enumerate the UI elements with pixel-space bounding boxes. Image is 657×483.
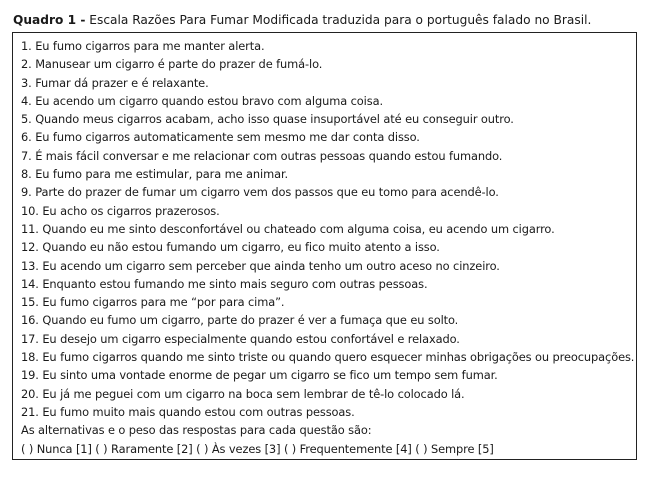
list-item: 4. Eu acendo um cigarro quando estou bravo com alguma coisa. [21,93,383,108]
list-item: 21. Eu fumo muito mais quando estou com outras pessoas. [21,404,355,419]
item-list [13,33,636,421]
scale-box [12,32,637,460]
list-item: 16. Quando eu fumo um cigarro, parte do prazer é ver a fumaça que eu solto. [21,313,459,328]
list-item: 2. Manusear um cigarro é parte do prazer de fumá-lo. [21,57,323,72]
list-item: 15. Eu fumo cigarros para me “por para cima”. [21,295,285,310]
list-item: 3. Fumar dá prazer e é relaxante. [21,75,209,90]
answer-options: ( ) Nunca [1] ( ) Raramente [2] ( ) Às vezes [3] ( ) Frequentemente [4] ( ) Sempre [5] [21,441,494,456]
list-item: 12. Quando eu não estou fumando um cigarro, eu fico muito atento a isso. [21,240,440,255]
list-item: 7. É mais fácil conversar e me relacionar com outras pessoas quando estou fumando. [21,148,503,163]
list-item: 6. Eu fumo cigarros automaticamente sem mesmo me dar conta disso. [21,130,420,145]
list-item: 17. Eu desejo um cigarro especialmente quando estou confortável e relaxado. [21,331,460,346]
list-item: 18. Eu fumo cigarros quando me sinto triste ou quando quero esquecer minhas obrigações ou preocupações. [21,350,635,365]
list-item: 9. Parte do prazer de fumar um cigarro vem dos passos que eu tomo para acendê-lo. [21,185,499,200]
table-caption [13,12,591,28]
list-item: 8. Eu fumo para me estimular, para me animar. [21,167,289,182]
list-item: 19. Eu sinto uma vontade enorme de pegar um cigarro se fico um tempo sem fumar. [21,368,498,383]
list-item: 14. Enquanto estou fumando me sinto mais seguro com outras pessoas. [21,276,428,291]
list-item: 5. Quando meus cigarros acabam, acho isso quase insuportável até eu conseguir outro. [21,112,514,127]
caption-label: Quadro 1 - [13,13,86,27]
answers-intro: As alternativas e o peso das respostas para cada questão são: [21,423,372,438]
caption-text: Escala Razões Para Fumar Modificada traduzida para o português falado no Brasil. [85,13,592,27]
list-item: 1. Eu fumo cigarros para me manter alerta. [21,39,265,53]
list-item: 10. Eu acho os cigarros prazerosos. [21,203,220,218]
list-item: 11. Quando eu me sinto desconfortável ou chateado com alguma coisa, eu acendo um cigarro. [21,221,555,236]
list-item: 13. Eu acendo um cigarro sem perceber que ainda tenho um outro aceso no cinzeiro. [21,258,500,273]
list-item: 20. Eu já me peguei com um cigarro na boca sem lembrar de tê-lo colocado lá. [21,386,465,401]
